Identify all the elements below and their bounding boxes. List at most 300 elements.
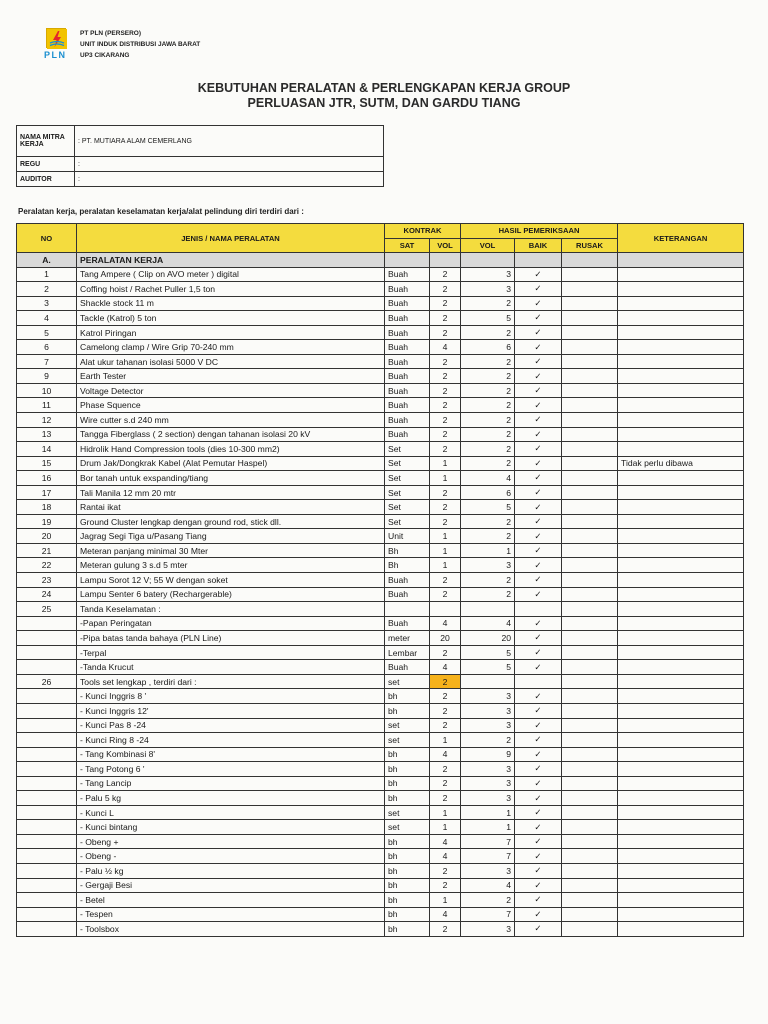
row-no: 11: [17, 398, 77, 413]
table-row: [17, 456, 744, 471]
row-sat: Set: [385, 500, 430, 515]
table-row: [17, 413, 744, 428]
row-keterangan: [618, 573, 744, 588]
info-label: AUDITOR: [17, 172, 75, 187]
row-name: - Betel: [77, 893, 385, 908]
row-baik-check: ✓: [515, 573, 562, 588]
row-sat: bh: [385, 747, 430, 762]
row-vol: 2: [430, 442, 461, 457]
table-row: [17, 631, 744, 646]
row-no: 13: [17, 427, 77, 442]
row-rusak: [562, 718, 618, 733]
row-sat: set: [385, 820, 430, 835]
document-title: KEBUTUHAN PERALATAN & PERLENGKAPAN KERJA GROUP: [197, 81, 571, 95]
row-hasil-vol: [461, 602, 515, 617]
row-baik-check: ✓: [515, 747, 562, 762]
row-no: 17: [17, 485, 77, 500]
row-name: Rantai ikat: [77, 500, 385, 515]
row-vol: 2: [430, 267, 461, 282]
row-rusak: [562, 296, 618, 311]
info-value: :: [75, 172, 384, 187]
table-row: [17, 922, 744, 937]
row-no: [17, 878, 77, 893]
row-rusak: [562, 645, 618, 660]
row-baik-check: ✓: [515, 442, 562, 457]
row-hasil-vol: 3: [461, 558, 515, 573]
row-name: - Obeng +: [77, 834, 385, 849]
row-sat: Buah: [385, 354, 430, 369]
row-hasil-vol: 2: [461, 733, 515, 748]
info-label: REGU: [17, 157, 75, 172]
row-keterangan: [618, 587, 744, 602]
row-name: Meteran gulung 3 s.d 5 mter: [77, 558, 385, 573]
row-vol: 2: [430, 863, 461, 878]
row-rusak: [562, 791, 618, 806]
header-row: [17, 224, 744, 239]
row-no: 4: [17, 311, 77, 326]
row-name: Lampu Sorot 12 V; 55 W dengan soket: [77, 573, 385, 588]
info-label: NAMA MITRA KERJA: [17, 126, 75, 157]
logo-text: PLN: [44, 50, 67, 60]
row-name: -Terpal: [77, 645, 385, 660]
header-sat: SAT: [385, 238, 430, 253]
row-keterangan: Tidak perlu dibawa: [618, 456, 744, 471]
table-row: [17, 616, 744, 631]
row-name: - Gergaji Besi: [77, 878, 385, 893]
row-hasil-vol: 3: [461, 776, 515, 791]
row-name: Tali Manila 12 mm 20 mtr: [77, 485, 385, 500]
row-keterangan: [618, 776, 744, 791]
row-rusak: [562, 834, 618, 849]
row-hasil-vol: 2: [461, 398, 515, 413]
table-row: [17, 907, 744, 922]
info-table: [16, 125, 384, 187]
row-vol: 2: [430, 311, 461, 326]
row-baik-check: ✓: [515, 616, 562, 631]
row-sat: Buah: [385, 325, 430, 340]
row-sat: Buah: [385, 587, 430, 602]
row-hasil-vol: 2: [461, 413, 515, 428]
row-name: -Tanda Krucut: [77, 660, 385, 675]
row-baik-check: ✓: [515, 398, 562, 413]
row-baik-check: [515, 602, 562, 617]
row-no: [17, 660, 77, 675]
row-keterangan: [618, 267, 744, 282]
row-rusak: [562, 558, 618, 573]
table-row: [17, 442, 744, 457]
row-vol: 4: [430, 660, 461, 675]
info-row: [17, 157, 384, 172]
row-keterangan: [618, 922, 744, 937]
empty-cell: [562, 253, 618, 268]
row-name: - Tang Lancip: [77, 776, 385, 791]
row-baik-check: ✓: [515, 776, 562, 791]
row-sat: set: [385, 718, 430, 733]
row-hasil-vol: 20: [461, 631, 515, 646]
row-keterangan: [618, 427, 744, 442]
table-row: [17, 529, 744, 544]
row-vol: 1: [430, 733, 461, 748]
row-hasil-vol: 3: [461, 922, 515, 937]
row-name: - Tang Potong 6 ': [77, 762, 385, 777]
row-rusak: [562, 413, 618, 428]
row-sat: Buah: [385, 267, 430, 282]
row-keterangan: [618, 311, 744, 326]
table-row: [17, 762, 744, 777]
row-hasil-vol: 6: [461, 340, 515, 355]
row-vol: 2: [430, 703, 461, 718]
row-sat: Buah: [385, 383, 430, 398]
row-rusak: [562, 776, 618, 791]
header-kontrak: KONTRAK: [385, 224, 461, 239]
table-row: [17, 878, 744, 893]
section-no: A.: [17, 253, 77, 268]
row-rusak: [562, 602, 618, 617]
row-vol: 4: [430, 834, 461, 849]
row-keterangan: [618, 703, 744, 718]
row-sat: Buah: [385, 296, 430, 311]
row-vol: 1: [430, 471, 461, 486]
row-rusak: [562, 747, 618, 762]
row-baik-check: ✓: [515, 660, 562, 675]
row-name: Wire cutter s.d 240 mm: [77, 413, 385, 428]
row-vol: 2: [430, 689, 461, 704]
row-name: Tang Ampere ( Clip on AVO meter ) digital: [77, 267, 385, 282]
row-keterangan: [618, 733, 744, 748]
row-hasil-vol: 2: [461, 354, 515, 369]
row-no: [17, 776, 77, 791]
table-row: [17, 471, 744, 486]
row-rusak: [562, 573, 618, 588]
intro-text: Peralatan kerja, peralatan keselamatan kerja/alat pelindung diri terdiri dari :: [18, 207, 304, 216]
row-baik-check: ✓: [515, 878, 562, 893]
row-no: [17, 791, 77, 806]
table-row: [17, 689, 744, 704]
row-no: 9: [17, 369, 77, 384]
row-hasil-vol: 4: [461, 616, 515, 631]
info-row: [17, 172, 384, 187]
row-name: - Kunci Ring 8 -24: [77, 733, 385, 748]
row-sat: bh: [385, 849, 430, 864]
row-no: 10: [17, 383, 77, 398]
row-rusak: [562, 703, 618, 718]
pln-logo: [44, 28, 70, 64]
row-hasil-vol: 5: [461, 660, 515, 675]
row-vol: 2: [430, 485, 461, 500]
row-hasil-vol: 3: [461, 863, 515, 878]
header-rusak: RUSAK: [562, 238, 618, 253]
row-no: 5: [17, 325, 77, 340]
row-keterangan: [618, 849, 744, 864]
row-sat: bh: [385, 762, 430, 777]
row-hasil-vol: 2: [461, 369, 515, 384]
letterhead: [44, 28, 344, 68]
row-baik-check: ✓: [515, 383, 562, 398]
row-no: 16: [17, 471, 77, 486]
row-keterangan: [618, 863, 744, 878]
row-rusak: [562, 805, 618, 820]
row-baik-check: ✓: [515, 631, 562, 646]
row-name: - Kunci bintang: [77, 820, 385, 835]
row-no: 3: [17, 296, 77, 311]
row-baik-check: ✓: [515, 369, 562, 384]
row-vol: 4: [430, 747, 461, 762]
row-keterangan: [618, 718, 744, 733]
row-keterangan: [618, 543, 744, 558]
row-vol: 2: [430, 282, 461, 297]
row-keterangan: [618, 340, 744, 355]
row-sat: Buah: [385, 660, 430, 675]
lightning-icon: [46, 28, 66, 48]
row-rusak: [562, 893, 618, 908]
row-hasil-vol: 7: [461, 849, 515, 864]
row-name: Bor tanah untuk exspanding/tiang: [77, 471, 385, 486]
row-no: [17, 849, 77, 864]
row-hasil-vol: 3: [461, 718, 515, 733]
row-sat: Lembar: [385, 645, 430, 660]
row-vol: 2: [430, 354, 461, 369]
company-line: PT PLN (PERSERO): [80, 30, 142, 37]
row-hasil-vol: 5: [461, 500, 515, 515]
row-name: - Kunci Pas 8 -24: [77, 718, 385, 733]
row-vol: 2: [430, 500, 461, 515]
row-no: [17, 616, 77, 631]
empty-cell: [461, 253, 515, 268]
row-keterangan: [618, 834, 744, 849]
row-hasil-vol: 2: [461, 573, 515, 588]
row-baik-check: ✓: [515, 471, 562, 486]
row-sat: Set: [385, 471, 430, 486]
row-no: 23: [17, 573, 77, 588]
table-row: [17, 587, 744, 602]
table-row: [17, 820, 744, 835]
table-row: [17, 325, 744, 340]
row-keterangan: [618, 485, 744, 500]
row-no: [17, 631, 77, 646]
row-name: Shackle stock 11 m: [77, 296, 385, 311]
row-rusak: [562, 660, 618, 675]
empty-cell: [618, 253, 744, 268]
row-hasil-vol: 3: [461, 267, 515, 282]
row-sat: Buah: [385, 573, 430, 588]
table-row: [17, 733, 744, 748]
row-hasil-vol: 4: [461, 471, 515, 486]
header-vol: VOL: [430, 238, 461, 253]
row-sat: meter: [385, 631, 430, 646]
row-rusak: [562, 543, 618, 558]
row-name: Tools set lengkap , terdiri dari :: [77, 674, 385, 689]
row-name: Coffing hoist / Rachet Puller 1,5 ton: [77, 282, 385, 297]
row-no: 6: [17, 340, 77, 355]
row-name: -Papan Peringatan: [77, 616, 385, 631]
row-keterangan: [618, 325, 744, 340]
table-row: [17, 834, 744, 849]
row-sat: Buah: [385, 311, 430, 326]
row-vol: 1: [430, 805, 461, 820]
table-row: [17, 863, 744, 878]
row-keterangan: [618, 369, 744, 384]
row-no: [17, 907, 77, 922]
row-name: Drum Jak/Dongkrak Kabel (Alat Pemutar Haspel): [77, 456, 385, 471]
table-row: [17, 776, 744, 791]
row-baik-check: ✓: [515, 413, 562, 428]
row-no: [17, 703, 77, 718]
row-hasil-vol: 1: [461, 805, 515, 820]
row-hasil-vol: 2: [461, 442, 515, 457]
row-sat: Unit: [385, 529, 430, 544]
row-sat: Bh: [385, 558, 430, 573]
row-baik-check: ✓: [515, 543, 562, 558]
row-keterangan: [618, 689, 744, 704]
header-hasil: HASIL PEMERIKSAAN: [461, 224, 618, 239]
row-baik-check: ✓: [515, 325, 562, 340]
row-no: [17, 645, 77, 660]
row-keterangan: [618, 631, 744, 646]
row-name: - Toolsbox: [77, 922, 385, 937]
table-row: [17, 893, 744, 908]
row-baik-check: ✓: [515, 733, 562, 748]
row-no: 20: [17, 529, 77, 544]
header-jenis: JENIS / NAMA PERALATAN: [77, 224, 385, 253]
table-row: [17, 340, 744, 355]
row-hasil-vol: 2: [461, 325, 515, 340]
row-keterangan: [618, 747, 744, 762]
row-sat: Bh: [385, 543, 430, 558]
row-rusak: [562, 529, 618, 544]
row-no: 26: [17, 674, 77, 689]
row-vol: 2: [430, 776, 461, 791]
row-hasil-vol: 3: [461, 762, 515, 777]
row-sat: bh: [385, 689, 430, 704]
row-baik-check: ✓: [515, 863, 562, 878]
row-rusak: [562, 514, 618, 529]
table-row: [17, 383, 744, 398]
row-no: [17, 834, 77, 849]
row-sat: Buah: [385, 413, 430, 428]
row-sat: Buah: [385, 340, 430, 355]
row-rusak: [562, 267, 618, 282]
row-hasil-vol: 7: [461, 907, 515, 922]
row-rusak: [562, 863, 618, 878]
row-vol: 4: [430, 616, 461, 631]
row-baik-check: ✓: [515, 296, 562, 311]
table-row: [17, 369, 744, 384]
row-name: - Kunci L: [77, 805, 385, 820]
row-rusak: [562, 354, 618, 369]
row-sat: bh: [385, 791, 430, 806]
row-baik-check: ✓: [515, 485, 562, 500]
row-baik-check: [515, 674, 562, 689]
row-rusak: [562, 456, 618, 471]
row-name: Katrol Piringan: [77, 325, 385, 340]
row-baik-check: ✓: [515, 267, 562, 282]
row-name: Ground Cluster lengkap dengan ground rod, stick dll.: [77, 514, 385, 529]
header-keterangan: KETERANGAN: [618, 224, 744, 253]
table-body: [17, 253, 744, 937]
row-rusak: [562, 849, 618, 864]
row-baik-check: ✓: [515, 791, 562, 806]
row-keterangan: [618, 442, 744, 457]
row-sat: set: [385, 733, 430, 748]
row-vol: 2: [430, 791, 461, 806]
row-hasil-vol: 2: [461, 529, 515, 544]
row-baik-check: ✓: [515, 922, 562, 937]
row-name: Phase Squence: [77, 398, 385, 413]
header-no: NO: [17, 224, 77, 253]
section-name: PERALATAN KERJA: [77, 253, 385, 268]
row-name: Jagrag Segi Tiga u/Pasang Tiang: [77, 529, 385, 544]
row-rusak: [562, 922, 618, 937]
row-no: [17, 863, 77, 878]
row-name: - Kunci Inggris 8 ': [77, 689, 385, 704]
row-hasil-vol: 2: [461, 383, 515, 398]
table-row: [17, 354, 744, 369]
row-no: [17, 820, 77, 835]
row-baik-check: ✓: [515, 820, 562, 835]
row-rusak: [562, 471, 618, 486]
table-row: [17, 427, 744, 442]
row-no: [17, 922, 77, 937]
row-vol: 1: [430, 558, 461, 573]
row-no: 18: [17, 500, 77, 515]
row-baik-check: ✓: [515, 500, 562, 515]
row-keterangan: [618, 471, 744, 486]
row-rusak: [562, 325, 618, 340]
row-no: 15: [17, 456, 77, 471]
row-name: Camelong clamp / Wire Grip 70-240 mm: [77, 340, 385, 355]
row-vol: 4: [430, 849, 461, 864]
row-sat: Set: [385, 442, 430, 457]
row-rusak: [562, 616, 618, 631]
row-keterangan: [618, 383, 744, 398]
row-rusak: [562, 631, 618, 646]
row-hasil-vol: 3: [461, 282, 515, 297]
row-baik-check: ✓: [515, 354, 562, 369]
row-baik-check: ✓: [515, 282, 562, 297]
row-baik-check: ✓: [515, 893, 562, 908]
table-row: [17, 558, 744, 573]
row-no: [17, 733, 77, 748]
row-vol: 2: [430, 762, 461, 777]
table-row: [17, 849, 744, 864]
table-row: [17, 311, 744, 326]
row-hasil-vol: 2: [461, 514, 515, 529]
info-row: [17, 126, 384, 157]
row-keterangan: [618, 645, 744, 660]
empty-cell: [515, 253, 562, 268]
row-rusak: [562, 398, 618, 413]
row-rusak: [562, 442, 618, 457]
table-row: [17, 645, 744, 660]
row-no: 12: [17, 413, 77, 428]
row-baik-check: ✓: [515, 834, 562, 849]
table-row: [17, 398, 744, 413]
row-rusak: [562, 674, 618, 689]
row-rusak: [562, 383, 618, 398]
row-vol: 2: [430, 514, 461, 529]
row-vol: 2: [430, 645, 461, 660]
row-rusak: [562, 587, 618, 602]
row-hasil-vol: 7: [461, 834, 515, 849]
row-vol: 2: [430, 369, 461, 384]
table-row: [17, 267, 744, 282]
row-rusak: [562, 311, 618, 326]
row-sat: Buah: [385, 398, 430, 413]
row-keterangan: [618, 762, 744, 777]
row-sat: bh: [385, 863, 430, 878]
row-hasil-vol: 1: [461, 543, 515, 558]
row-keterangan: [618, 354, 744, 369]
